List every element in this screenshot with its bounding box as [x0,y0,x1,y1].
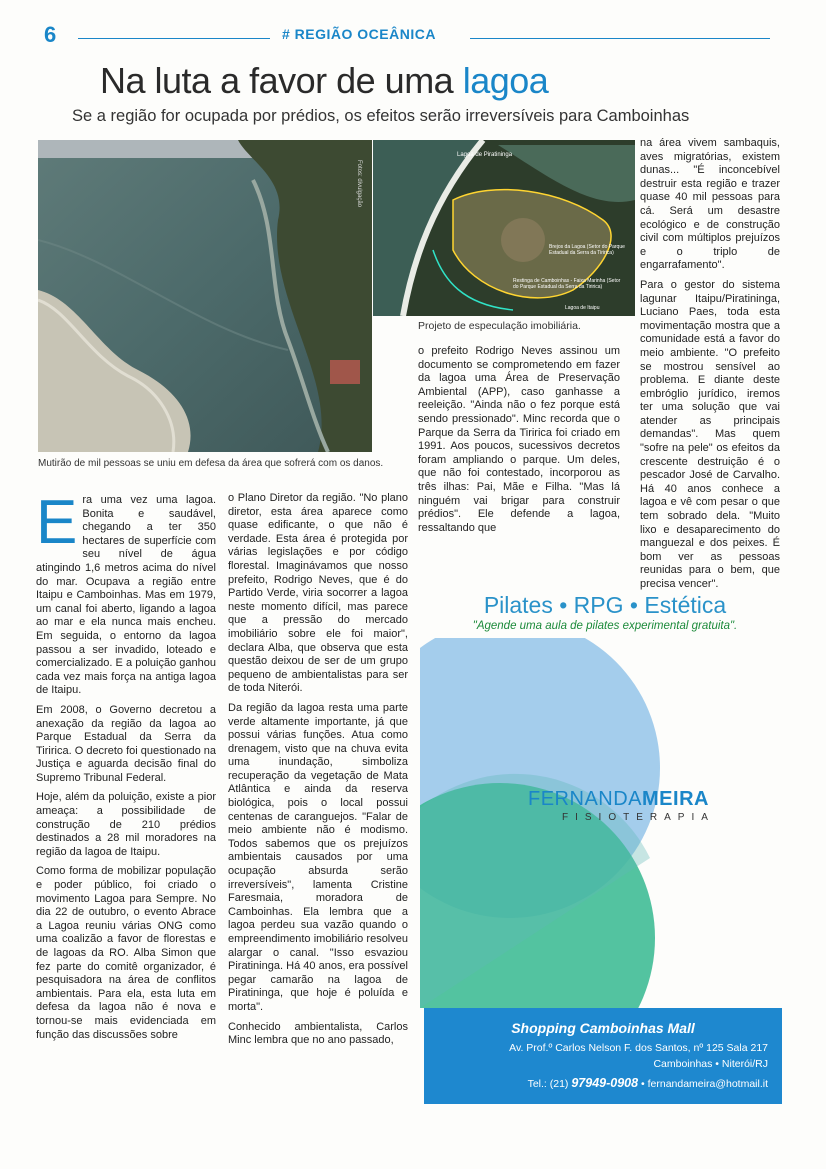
contact-line [528,1076,768,1090]
headline-main: Na luta a favor de uma [100,60,454,101]
paragraph: Para o gestor do sistema lagunar Itaipu/Piratininga, Luciano Paes, toda esta movimentação mostra que a comunidade está a favor do meio ambiente. "O prefeito se mostrou sensível ao problema. E diante deste embróglio jurídico, iremos ter uma solução que vai atender as principais demandas". Mas quem "sofre na pele" os efeitos da crescente destruição é o pescador José de Carvalho. Há 40 anos conhece a lagoa e vê com pesar o que tem sobrado dela. "Muito lixo e desaparecimento do manguezal e dos peixes. É bom ver as pessoas reunidas para o bem, que precisa vencer". [640,278,780,590]
tel-label: Tel.: (21) [527,1078,569,1090]
paragraph: Da região da lagoa resta uma parte verde altamente importante, já que possui várias funções. Atua como drenagem, visto que na chuva evita uma inundação, simboliza recuperação da vegetação de Mata Atlântica e ainda da reserva biológica, pois o local possui centenas de caranguejos. "Falar de meio ambiente não é modismo. Todos sabemos que os prejuízos ambientais causados por uma ocupação absurda serão irreversíveis", lamenta Cristine Faresmaia, moradora de Camboinhas. Ela lembra que a lagoa perdeu sua vazão quando o empreendimento imobiliário resolveu alargar o canal. "Isso esvaziou Piratininga. Há 40 anos, era possível pegar camarão na lagoa de Piratininga, que hoje é poluída e morta". [228,701,408,1013]
paragraph: o Plano Diretor da região. "No plano diretor, esta área aparece como quase edificante, o que não é verdade. Esta área é protegida por várias legislações e por código florestal. Imaginávamos que nosso prefeito, Rodrigo Neves, que é do Partido Verde, viria socorrer a lagoa neste momento difícil, mas parece que a pressão do mercado imobiliário sobre ele foi maior", declara Alba, que observa que esta questão deixou de ser de um grupo pequeno de ambientalistas para ser de toda Niterói. [228,492,408,695]
address-line-1: Av. Prof.º Carlos Nelson F. dos Santos, nº 125 Sala 217 [509,1042,768,1054]
headline-highlight: lagoa [462,60,549,101]
section-title: # REGIÃO OCEÂNICA [282,26,436,42]
page-number: 6 [44,22,57,47]
paragraph: Conhecido ambientalista, Carlos Minc lembra que no ano passado, [228,1020,408,1047]
brand-subtitle: FISIOTERAPIA [562,812,715,823]
photo-credit: Fotos: divulgação [356,160,362,208]
address-line-2: Camboinhas • Niterói/RJ [653,1058,768,1070]
satellite-map [373,140,635,316]
brand-name-part1: FERNANDA [528,788,643,810]
paragraph: Hoje, além da poluição, existe a pior ameaça: a possibilidade de construção de 210 prédios destinados a 28 mil moradores na região da lagoa de Itaipu. [36,791,216,858]
map-label: Lagoa de Itaipu [565,305,600,311]
paragraph: na área vivem sambaquis, aves migratórias, existem dunas... "É inconcebível destruir esta região e trazer quase 40 mil pessoas para cá. Será um desastre ecológico e de construção civil com múltiplos prejuízos e o triplo de engarrafamento". [640,137,780,272]
article-column-3 [418,345,620,541]
paragraph: ra uma vez uma lagoa. Bonita e saudável, chegando a ter 350 hectares de superfície com seu nível de água atingindo 1,6 metros acima do nível do mar. Ocupava a região entre Itaipu e Camboinhas. Mas em 1979, um canal foi aberto, ligando a lagoa ao mar e ela nunca mais encheu. Em seguida, o entorno da lagoa passou a ser invadido, loteado e comercializado. E a poluição ganhou cada vez mais força na antiga lagoa de Itaipu. [36,494,216,697]
article-column-1 [36,488,216,1048]
caption-map: Projeto de especulação imobiliária. [418,320,581,332]
ad-headline: Pilates • RPG • Estética [483,592,727,618]
caption-aerial-photo: Mutirão de mil pessoas se uniu em defesa da área que sofrerá com os danos. [38,458,384,469]
header-rule-right [470,38,770,39]
header-rule-left [78,38,270,39]
paragraph: Em 2008, o Governo decretou a anexação da região da lagoa ao Parque Estadual da Serra da Tiririca. O decreto foi questionado na Justiça e aguarda decisão final do Supremo Tribunal Federal. [36,703,216,784]
paragraph: o prefeito Rodrigo Neves assinou um documento se comprometendo em fazer da lagoa uma Área de Preservação Ambiental (APP), caso ganhasse a reeleição. "Ainda não o fez porque está sendo pressionado". Minc recorda que o Parque da Serra da Tiririca foi criado em 1991. Aos poucos, sucessivos decretos foram ampliando o parque. Um deles, que não foi contestado, incorporou as três ilhas: Pai, Mãe e Filha. "Mas lá ninguém vai brigar para construir prédios". Ele defende a lagoa, ressaltando que [418,345,620,534]
ad-tagline: "Agende uma aula de pilates experimental gratuita". [472,620,738,632]
article-subtitle: Se a região for ocupada por prédios, os efeitos serão irreversíveis para Camboinhas [72,107,690,125]
aerial-photo [38,140,372,452]
brand-name-part2: MEIRA [642,788,709,810]
email-address: • fernandameira@hotmail.it [641,1078,768,1090]
ad-contact-box [424,1008,782,1104]
map-label: Lagoa de Piratininga [457,152,513,158]
mall-name: Shopping Camboinhas Mall [511,1020,695,1036]
brand-logo [528,788,709,811]
map-label: Brejos da Lagoa (Setor do Parque Estadual da Serra da Tiririca) [549,244,625,256]
paragraph: Como forma de mobilizar população e poder público, foi criado o movimento Lagoa para Sempre. No dia 22 de outubro, o evento Abrace a Lagoa reuniu várias ONG como uma coalizão a favor de florestas e de lagoas da RO. Alba Simon que fez parte do comitê organizador, é pesquisadora na área de conflitos ambientais. Para ela, esta luta em defesa da lagoa não é nova e tornou-se mais evidenciada em função das discussões sobre [36,865,216,1041]
article-column-2 [228,492,408,1054]
map-label: Restinga de Camboinhas - Faixa Marinha (Setor do Parque Estadual da Serra da Tiririca) [513,278,621,290]
article-column-4 [640,137,780,598]
drop-cap: E [36,488,78,557]
ad-circles-graphic [420,638,782,1008]
phone-number: 97949-0908 [571,1076,639,1090]
article-headline [100,60,720,102]
